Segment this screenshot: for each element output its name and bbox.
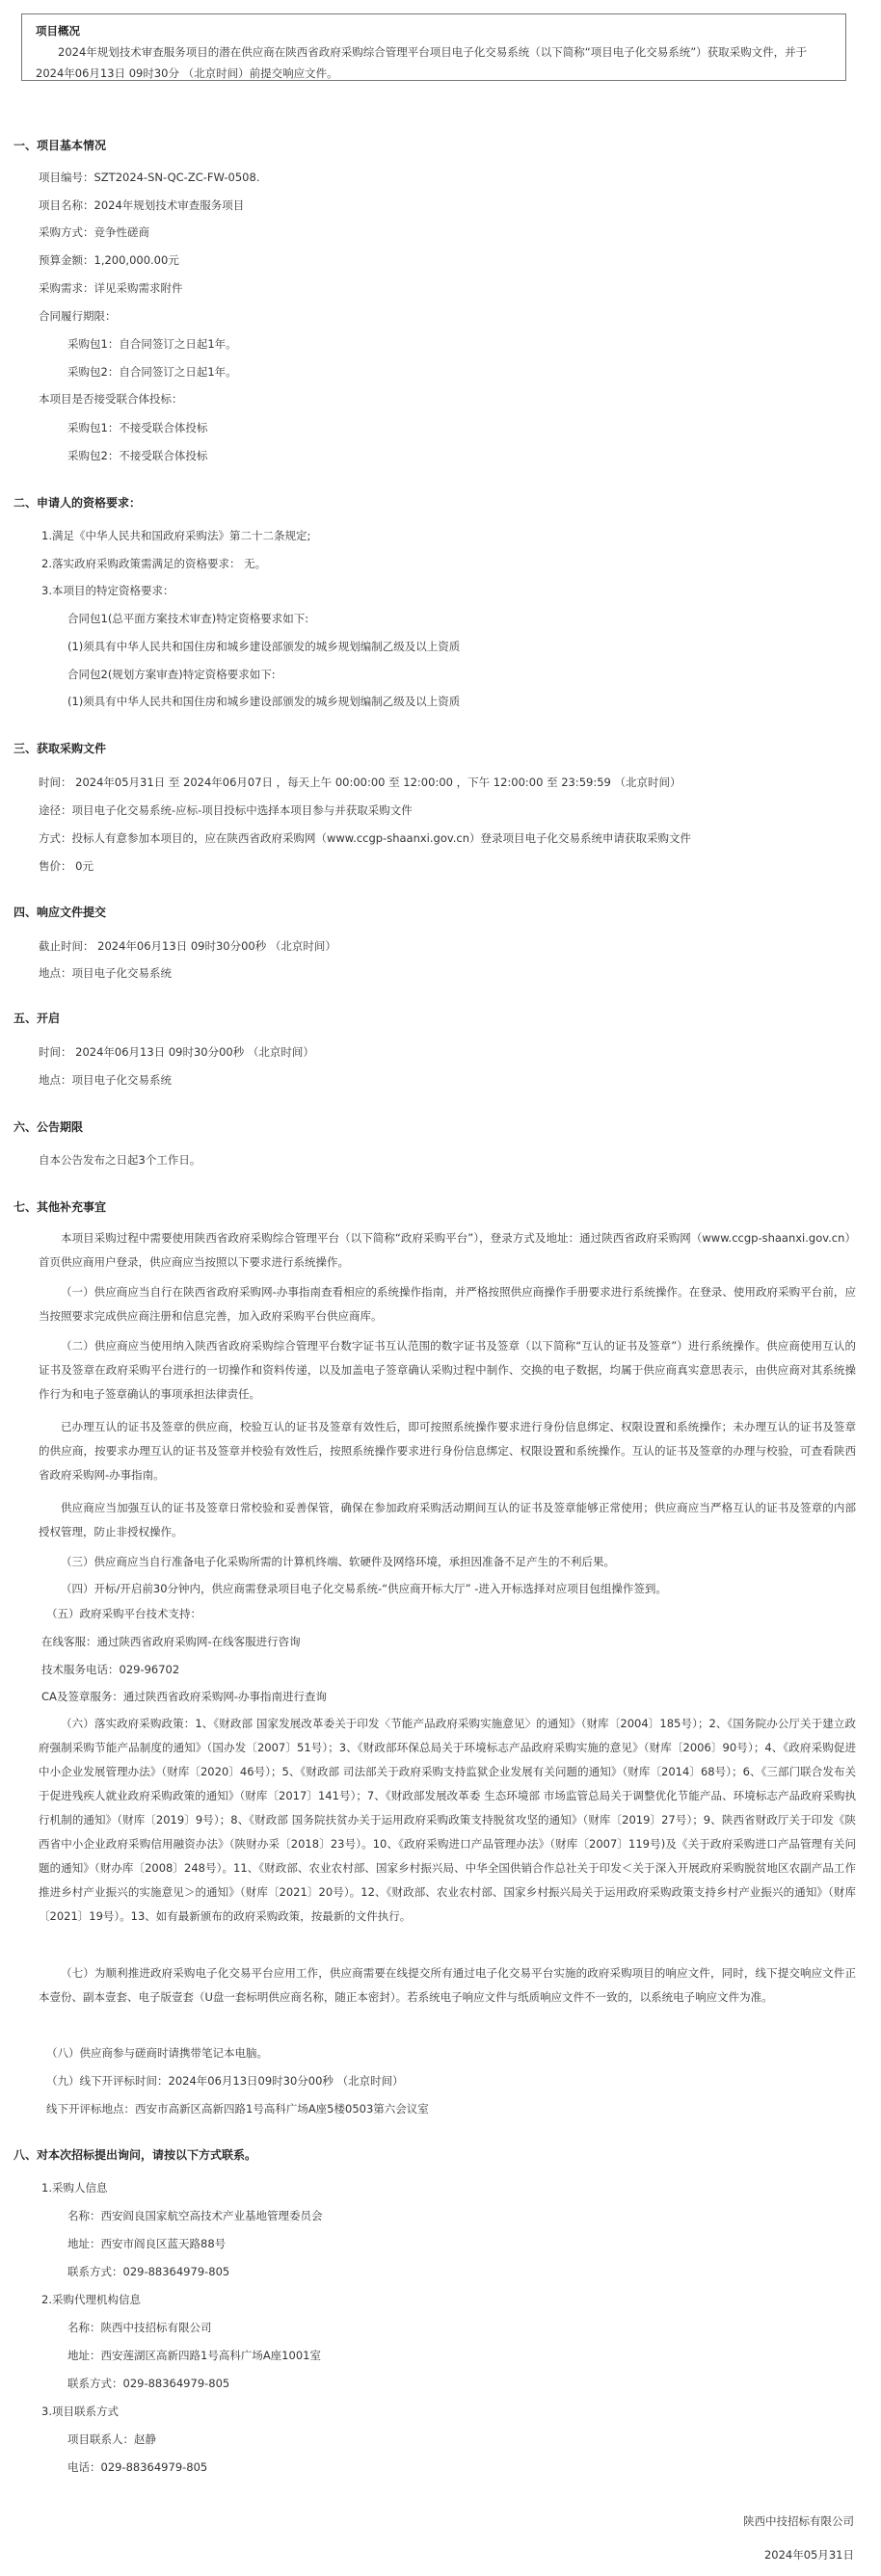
online-service: 在线客服：通过陕西省政府采购网-在线客服进行咨询 [41, 1635, 301, 1648]
overview-title: 项目概况 [36, 24, 80, 38]
section-heading-obtain-docs: 三、获取采购文件 [13, 742, 107, 755]
obtain-route: 途径：项目电子化交易系统-应标-项目投标中选择本项目参与并获取采购文件 [39, 803, 413, 817]
consortium-label: 本项目是否接受联合体投标： [39, 392, 183, 406]
section-heading-supplementary: 七、其他补充事宜 [13, 1200, 107, 1214]
qualification-pkg2-req: (1)须具有中华人民共和国住房和城乡建设部颁发的城乡规划编制乙级及以上资质 [67, 695, 461, 708]
offline-evaluation-time: （九）线下开评标时间：2024年06月13日09时30分00秒 （北京时间） [46, 2074, 404, 2088]
certificate-custody-paragraph: 供应商应当加强互认的证书及签章日常校验和妥善保管，确保在参加政府采购活动期间互认的证书及签章能够正常使用；供应商应当严格互认的证书及签章的内部授权管理，防止非授权操作。 [39, 1501, 856, 1538]
submission-location: 地点：项目电子化交易系统 [39, 966, 172, 980]
contract-period-label: 合同履行期限： [39, 309, 117, 323]
contract-period-pkg2: 采购包2：自合同签订之日起1年。 [67, 365, 237, 379]
agency-name: 名称：陕西中技招标有限公司 [67, 2321, 212, 2334]
opening-time: 时间： 2024年06月13日 09时30分00秒 （北京时间） [39, 1045, 314, 1059]
qualification-3: 3.本项目的特定资格要求： [41, 584, 174, 597]
agency-info-label: 2.采购代理机构信息 [41, 2293, 141, 2306]
project-contact-label: 3.项目联系方式 [41, 2405, 119, 2418]
opening-location: 地点：项目电子化交易系统 [39, 1073, 172, 1087]
project-overview-box [21, 13, 846, 81]
ca-service: CA及签章服务：通过陕西省政府采购网-办事指南进行查询 [41, 1690, 328, 1703]
section-heading-basic-info: 一、项目基本情况 [13, 139, 107, 152]
sign-in-paragraph: （四）开标/开启前30分钟内，供应商需登录项目电子化交易系统-“供应商开标大厅” -进入开标选择对应项目包组操作签到。 [61, 1582, 667, 1595]
tech-support-label: （五）政府采购平台技术支持： [46, 1607, 201, 1620]
purchaser-address: 地址：西安市阎良区蓝天路88号 [67, 2237, 227, 2250]
project-number: 项目编号：SZT2024-SN-QC-ZC-FW-0508. [39, 171, 260, 184]
project-name: 项目名称：2024年规划技术审查服务项目 [39, 198, 245, 212]
obtain-price: 售价： 0元 [39, 859, 93, 873]
consortium-pkg2: 采购包2：不接受联合体投标 [67, 449, 208, 462]
submission-deadline: 截止时间： 2024年06月13日 09时30分00秒 （北京时间） [39, 939, 336, 953]
overview-text: 2024年规划技术审查服务项目的潜在供应商在陕西省政府采购综合管理平台项目电子化交易系统（以下简称“项目电子化交易系统”）获取采购文件，并于 2024年06月13日 09时30分 （北京时间）前提交响应文件。 [36, 45, 808, 80]
purchaser-info-label: 1.采购人信息 [41, 2181, 108, 2195]
project-contact-person: 项目联系人：赵静 [67, 2432, 156, 2446]
consortium-pkg1: 采购包1：不接受联合体投标 [67, 421, 208, 434]
agency-phone: 联系方式：029-88364979-805 [67, 2377, 230, 2390]
contract-period-pkg1: 采购包1：自合同签订之日起1年。 [67, 337, 237, 351]
procurement-requirement: 采购需求：详见采购需求附件 [39, 281, 183, 295]
qualification-pkg2-label: 合同包2(规划方案审查)特定资格要求如下: [67, 668, 276, 681]
obtain-method: 方式：投标人有意参加本项目的，应在陕西省政府采购网（www.ccgp-shaanxi.gov.cn）登录项目电子化交易系统申请获取采购文件 [39, 831, 692, 845]
procurement-method: 采购方式：竞争性磋商 [39, 225, 149, 239]
section-heading-qualifications: 二、申请人的资格要求： [13, 496, 142, 510]
certificate-binding-paragraph: 已办理互认的证书及签章的供应商，校验互认的证书及签章有效性后，即可按照系统操作要求进行身份信息绑定、权限设置和系统操作；未办理互认的证书及签章的供应商，按要求办理互认的证书及签章并校验有效性后，按照系统操作要求进行身份信息绑定、权限设置和系统操作。互认的证书及签章的办理与校验，可查看陕西省政府采购网-办事指南。 [39, 1420, 856, 1482]
purchaser-phone: 联系方式：029-88364979-805 [67, 2265, 230, 2278]
laptop-note: （八）供应商参与磋商时请携带笔记本电脑。 [46, 2046, 268, 2060]
qualification-pkg1-label: 合同包1(总平面方案技术审查)特定资格要求如下: [67, 612, 309, 625]
signature-org: 陕西中技招标有限公司 [743, 2514, 854, 2528]
signature-date: 2024年05月31日 [763, 2548, 854, 2562]
offline-evaluation-location: 线下开评标地点：西安市高新区高新四路1号高科广场A座5楼0503第六会议室 [46, 2102, 429, 2116]
platform-guide-paragraph: （一）供应商应当自行在陕西省政府采购网-办事指南查看相应的系统操作指南，并严格按照供应商操作手册要求进行系统操作。在登录、使用政府采购平台前，应当按照要求完成供应商注册和信息完善，加入政府采购平台供应商库。 [39, 1285, 856, 1323]
section-heading-contact: 八、对本次招标提出询问，请按以下方式联系。 [13, 2148, 257, 2162]
notice-period-text: 自本公告发布之日起3个工作日。 [39, 1153, 201, 1167]
purchaser-name: 名称：西安阎良国家航空高技术产业基地管理委员会 [67, 2209, 323, 2222]
project-contact-phone: 电话：029-88364979-805 [67, 2460, 208, 2474]
offline-submission-paragraph: （七）为顺利推进政府采购电子化交易平台应用工作，供应商需要在线提交所有通过电子化交易平台实施的政府采购项目的响应文件，同时，线下提交响应文件正本壹份、副本壹套、电子版壹套（U盘一套标明供应商名称，随正本密封）。若系统电子响应文件与纸质响应文件不一致的，以系统电子响应文件为准。 [39, 1966, 856, 2004]
section-heading-opening: 五、开启 [13, 1012, 61, 1025]
certificate-paragraph: （二）供应商应当使用纳入陕西省政府采购综合管理平台数字证书互认范围的数字证书及签章（以下简称“互认的证书及签章”）进行系统操作。供应商使用互认的证书及签章在政府采购平台进行的一切操作和资料传递，以及加盖电子签章确认采购过程中制作、交换的电子数据，均属于供应商真实意思表示，由供应商对其系统操作行为和电子签章确认的事项承担法律责任。 [39, 1339, 856, 1401]
qualification-1: 1.满足《中华人民共和国政府采购法》第二十二条规定; [41, 529, 311, 542]
section-heading-notice-period: 六、公告期限 [13, 1120, 84, 1134]
policy-paragraph: （六）落实政府采购政策：1、《财政部 国家发展改革委关于印发〈节能产品政府采购实施意见〉的通知》（财库〔2004〕185号）；2、《国务院办公厅关于建立政府强制采购节能产品制度的通知》（国办发〔2007〕51号）；3、《财政部环保总局关于环境标志产品政府采购实施的意见》（财库〔2006〕90号）；4、《政府采购促进中小企业发展管理办法》（财库〔2020〕46号）；5、《财政部 司法部关于政府采购支持监狱企业发展有关问题的通知》（财库〔2014〕68号）；6、《三部门联合发布关于促进残疾人就业政府采购政策的通知》（财库〔2017〕141号）；7、《财政部发展改革委 生态环境部 市场监管总局关于调整优化节能产品、环境标志产品政府采购执行机制的通知》（财库〔2019〕9号）；8、《财政部 国务院扶贫办关于运用政府采购政策支持脱贫攻坚的通知》（财库〔2019〕27号）；9、陕西省财政厅关于印发《陕西省中小企业政府采购信用融资办法》（陕财办采〔2018〕23号）。10、《政府采购进口产品管理办法》（财库〔2007〕119号)及《关于政府采购进口产品管理有关问题的通知》（财办库〔2008〕248号）。11、《财政部、农业农村部、国家乡村振兴局、中华全国供销合作总社关于印发＜关于深入开展政府采购脱贫地区农副产品工作推进乡村产业振兴的实施意见＞的通知》（财库〔2021〕20号）。12、《财政部、农业农村部、国家乡村振兴局关于运用政府采购政策支持乡村产业振兴的通知》（财库〔2021〕19号）。13、如有最新颁布的政府采购政策，按最新的文件执行。 [39, 1717, 856, 1923]
obtain-time: 时间： 2024年05月31日 至 2024年06月07日 ，每天上午 00:00:00 至 12:00:00 ，下午 12:00:00 至 23:59:59 （北京时间） [39, 775, 681, 789]
section-heading-submission: 四、响应文件提交 [13, 906, 107, 919]
qualification-pkg1-req: (1)须具有中华人民共和国住房和城乡建设部颁发的城乡规划编制乙级及以上资质 [67, 640, 461, 653]
platform-intro-paragraph: 本项目采购过程中需要使用陕西省政府采购综合管理平台（以下简称“政府采购平台”），登录方式及地址：通过陕西省政府采购网（www.ccgp-shaanxi.gov.cn）首页供应商用户登录，供应商应当按照以下要求进行系统操作。 [39, 1231, 856, 1269]
budget-amount: 预算金额：1,200,000.00元 [39, 253, 179, 267]
tech-phone: 技术服务电话：029-96702 [41, 1663, 180, 1676]
equipment-paragraph: （三）供应商应当自行准备电子化采购所需的计算机终端、软硬件及网络环境，承担因准备不足产生的不利后果。 [61, 1555, 615, 1568]
agency-address: 地址：西安莲湖区高新四路1号高科广场A座1001室 [67, 2349, 321, 2362]
qualification-2: 2.落实政府采购政策需满足的资格要求： 无。 [41, 557, 267, 570]
